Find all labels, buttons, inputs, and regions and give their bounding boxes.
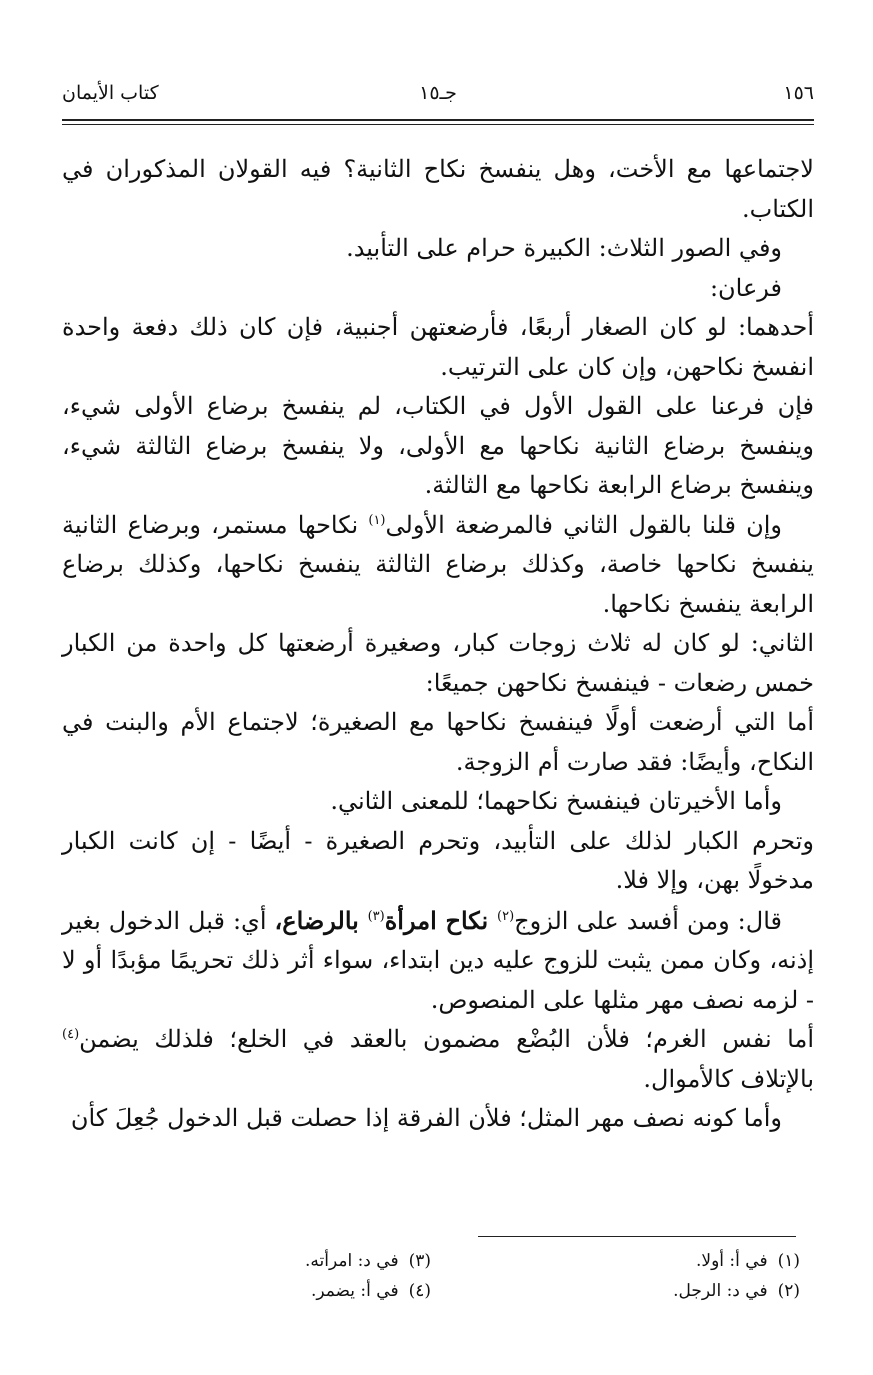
paragraph: وأما كونه نصف مهر المثل؛ فلأن الفرقة إذا حصلت قبل الدخول جُعِلَ كأن (70, 1104, 782, 1132)
paragraph-text: قال: ومن أفسد على الزوج (514, 906, 782, 935)
header-rule (62, 119, 814, 121)
paragraph-text: نكاحها مستمر، وبرضاع الثانية ينفسخ نكاحها خاصة، وكذلك برضاع الثالثة ينفسخ نكاحها، وكذلك برضاع الرابعة ينفسخ نكاحها. (62, 510, 814, 618)
footnote (431, 1276, 800, 1306)
paragraph: فإن فرعنا على القول الأول في الكتاب، لم ينفسخ برضاع الأولى شيء، وينفسخ برضاع الثانية نكاحها مع الأولى، ولا ينفسخ برضاع الثالثة شيء، وينفسخ برضاع الرابعة نكاحها مع الثالثة. (62, 392, 814, 499)
paragraph: أما التي أرضعت أولًا فينفسخ نكاحها مع الصغيرة؛ لاجتماع الأم والبنت في النكاح، وأيضًا: فقد صارت أم الزوجة. (62, 708, 815, 776)
footnote-row (62, 1276, 800, 1306)
footnote-rule (478, 1236, 796, 1237)
footnote-text: في أ: أولا. (695, 1251, 768, 1271)
footnote-text: في د: امرأته. (304, 1251, 399, 1271)
footnote (62, 1276, 431, 1306)
running-header (62, 78, 814, 118)
paragraph: لاجتماعها مع الأخت، وهل ينفسخ نكاح الثانية؟ فيه القولان المذكوران في الكتاب. (62, 155, 814, 223)
paragraph: وأما الأخيرتان فينفسخ نكاحهما؛ للمعنى الثاني. (330, 787, 782, 815)
paragraph: أحدهما: لو كان الصغار أربعًا، فأرضعتهن أجنبية، فإن كان ذلك دفعة واحدة انفسخ نكاحهن، وإن كان على الترتيب. (62, 313, 814, 381)
footnote-ref: (٣) (367, 908, 385, 924)
paragraph (62, 1020, 814, 1099)
paragraph: وفي الصور الثلاث: الكبيرة حرام على التأبيد. (346, 234, 782, 262)
quoted-matn: بالرضاع، (274, 905, 368, 935)
footnote-text: في د: الرجل. (673, 1281, 768, 1301)
footnote-number: (١) (777, 1251, 800, 1271)
paragraph: فرعان: (709, 273, 782, 302)
footnote-ref: (٤) (62, 1027, 80, 1042)
quoted-matn: نكاح امرأة (384, 905, 497, 935)
paragraph-text: أما نفس الغرم؛ فلأن البُضْع مضمون بالعقد في الخلع؛ فلذلك يضمن (79, 1025, 814, 1053)
book-title: كتاب الأيمان (62, 82, 159, 104)
main-text (62, 150, 814, 1139)
footnote-text: في أ: يضمر. (310, 1281, 399, 1301)
paragraph (62, 901, 814, 1021)
paragraph-text: بالإتلاف كالأموال. (643, 1064, 814, 1093)
footnotes (62, 1246, 800, 1306)
footnote-ref: (١) (368, 512, 386, 528)
header-rule-thin (62, 124, 814, 125)
paragraph (62, 506, 814, 625)
footnote-ref: (٢) (497, 908, 515, 924)
footnote (62, 1246, 431, 1276)
footnote-number: (٢) (777, 1281, 800, 1301)
volume-label: جـ١٥ (419, 82, 457, 104)
paragraph: وتحرم الكبار لذلك على التأبيد، وتحرم الصغيرة - أيضًا - إن كانت الكبار مدخولًا بهن، وإلا فلا. (62, 826, 814, 894)
footnote-number: (٤) (408, 1281, 431, 1301)
paragraph: الثاني: لو كان له ثلاث زوجات كبار، وصغيرة أرضعتها كل واحدة من الكبار خمس رضعات - فينفسخ نكاحهن جميعًا: (62, 629, 814, 697)
footnote-row (62, 1246, 800, 1276)
footnote (431, 1246, 800, 1276)
footnote-number: (٣) (408, 1251, 431, 1271)
paragraph-text: وإن قلنا بالقول الثاني فالمرضعة الأولى (385, 510, 782, 539)
page-number: ١٥٦ (783, 82, 814, 104)
paragraph-text: أي: قبل الدخول بغير إذنه، وكان ممن يثبت للزوج عليه دين ابتداء، سواء أثر ذلك تحريمًا مؤبدًا أو لا - لزمه نصف مهر مثلها على المنصوص. (62, 906, 814, 1014)
